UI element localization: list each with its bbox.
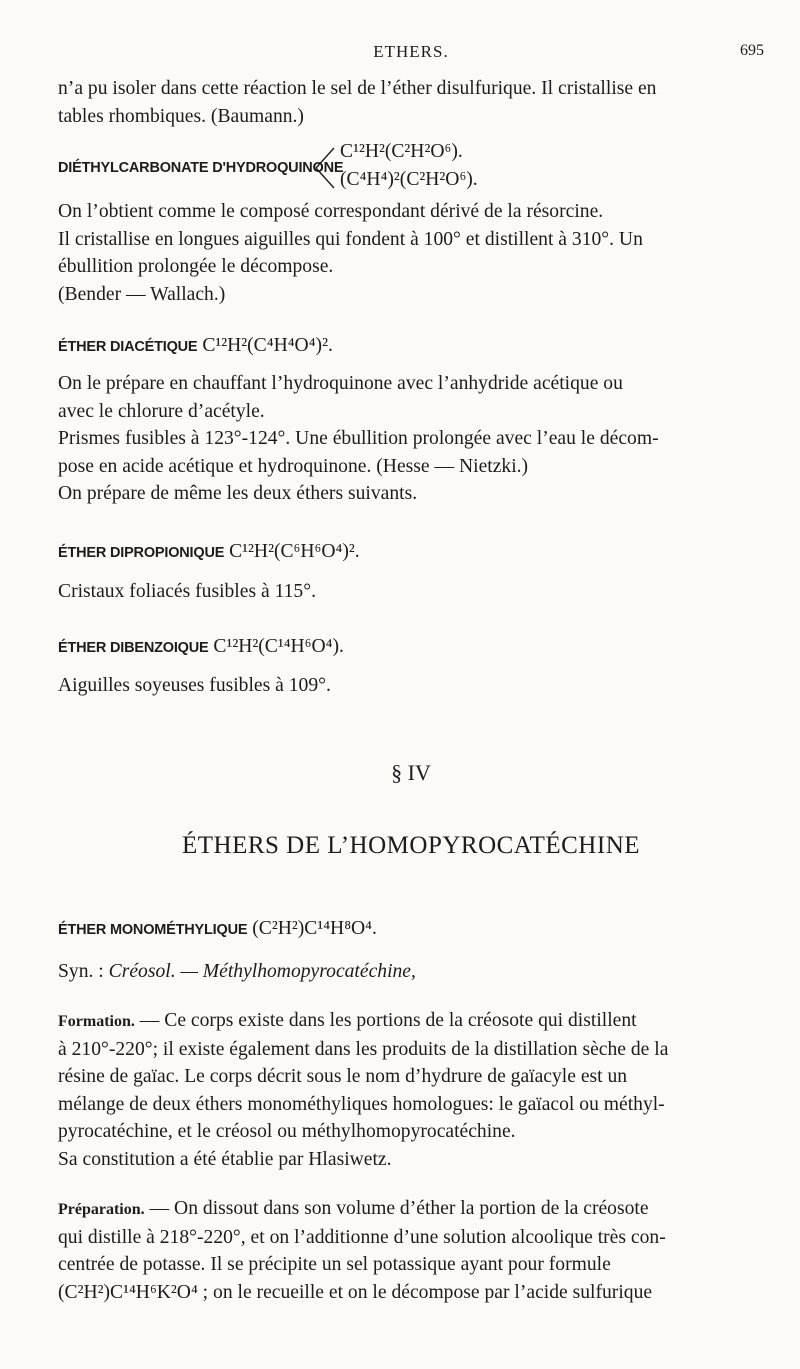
- intro-paragraph: [58, 75, 764, 130]
- text-line: n’a pu isoler dans cette réaction le sel de l’éther disulfurique. Il cristallise en: [58, 78, 657, 99]
- section-number: § IV: [391, 760, 431, 785]
- text-line: [58, 1007, 764, 1036]
- formation-paragraph: [58, 1007, 764, 1173]
- synonym-line: [58, 958, 764, 986]
- diacetique-text: [58, 370, 764, 508]
- text-line: On le prépare en chauffant l’hydroquinone avec l’anhydride acétique ou: [58, 373, 623, 394]
- text-line: [58, 1195, 764, 1224]
- text-line: mélange de deux éthers monométhyliques homologues: le gaïacol ou méthyl-: [58, 1093, 665, 1115]
- text-line: avec le chlorure d’acétyle.: [58, 400, 265, 422]
- section-title: ÉTHERS DE L’HOMOPYROCATÉCHINE: [181, 832, 641, 859]
- text-line: (Bender — Wallach.): [58, 283, 226, 305]
- text-line: centrée de potasse. Il se précipite un sel potassique ayant pour formule: [58, 1254, 611, 1275]
- monomethylique-heading: [58, 915, 764, 945]
- formation-label: Formation.: [58, 1013, 135, 1030]
- text-line: On prépare de même les deux éthers suivants.: [58, 483, 418, 504]
- compound-formula: C¹²H²(C¹⁴H⁶O⁴).: [213, 636, 344, 657]
- text-line: ébullition prolongée le décompose.: [58, 256, 334, 277]
- text-line: pose en acide acétique et hydroquinone. (Hesse — Nietzki.): [58, 455, 529, 477]
- dibenzoique-text: [58, 672, 764, 700]
- text-line: Cristaux foliacés fusibles à 115°.: [58, 581, 316, 602]
- text-line: qui distille à 218°-220°, et on l’additionne d’une solution alcoolique très con-: [58, 1226, 666, 1248]
- preparation-line-1: — On dissout dans son volume d’éther la portion de la créosote: [144, 1198, 649, 1219]
- synonym-prefix: Syn. :: [58, 961, 104, 982]
- text-line: pyrocatéchine, et le créosol ou méthylhomopyrocatéchine.: [58, 1121, 516, 1142]
- diacetique-heading: [58, 332, 764, 362]
- compound-label: DIÉTHYLCARBONATE D'HYDROQUINONE: [58, 160, 344, 176]
- preparation-paragraph: [58, 1195, 764, 1306]
- running-title: ETHERS.: [373, 42, 449, 61]
- compound-label: ÉTHER DIPROPIONIQUE: [58, 545, 225, 561]
- text-line: tables rhombiques. (Baumann.): [58, 105, 304, 127]
- preparation-label: Préparation.: [58, 1201, 145, 1218]
- compound-formula: C¹²H²(C⁴H⁴O⁴)².: [202, 335, 333, 356]
- formula-top: C¹²H²(C²H²O⁶).: [340, 141, 463, 162]
- synonym-text: Créosol. — Méthylhomopyrocatéchine,: [108, 961, 416, 982]
- dibenzoique-heading: [58, 633, 764, 663]
- page-number: 695: [740, 42, 764, 59]
- text-line: Sa constitution a été établie par Hlasiwetz.: [58, 1148, 392, 1170]
- compound-formula: (C²H²)C¹⁴H⁸O⁴.: [252, 918, 377, 939]
- formation-line-1: — Ce corps existe dans les portions de la créosote qui distillent: [134, 1010, 637, 1031]
- bracket-icon: [312, 144, 338, 194]
- text-line: (C²H²)C¹⁴H⁶K²O⁴ ; on le recueille et on le décompose par l’acide sulfurique: [58, 1281, 653, 1303]
- dipropionique-text: [58, 578, 764, 606]
- compound-label: ÉTHER DIBENZOIQUE: [58, 640, 209, 656]
- text-line: On l’obtient comme le composé correspondant dérivé de la résorcine.: [58, 201, 604, 222]
- compound-label: ÉTHER DIACÉTIQUE: [58, 339, 198, 355]
- text-line: Il cristallise en longues aiguilles qui fondent à 100° et distillent à 310°. Un: [58, 228, 643, 250]
- diethylcarbonate-heading: [58, 140, 764, 200]
- text-line: Aiguilles soyeuses fusibles à 109°.: [58, 675, 331, 696]
- compound-formula: C¹²H²(C⁶H⁶O⁴)².: [229, 541, 360, 562]
- page-header: [58, 42, 764, 66]
- text-line: à 210°-220°; il existe également dans les produits de la distillation sèche de la: [58, 1038, 669, 1060]
- diethylcarbonate-text: [58, 198, 764, 308]
- formula-bottom: (C⁴H⁴)²(C²H²O⁶).: [340, 169, 478, 190]
- dipropionique-heading: [58, 538, 764, 568]
- text-line: Prismes fusibles à 123°-124°. Une ébullition prolongée avec l’eau le décom-: [58, 428, 659, 449]
- text-line: résine de gaïac. Le corps décrit sous le nom d’hydrure de gaïacyle est un: [58, 1066, 628, 1087]
- compound-label: ÉTHER MONOMÉTHYLIQUE: [58, 922, 248, 938]
